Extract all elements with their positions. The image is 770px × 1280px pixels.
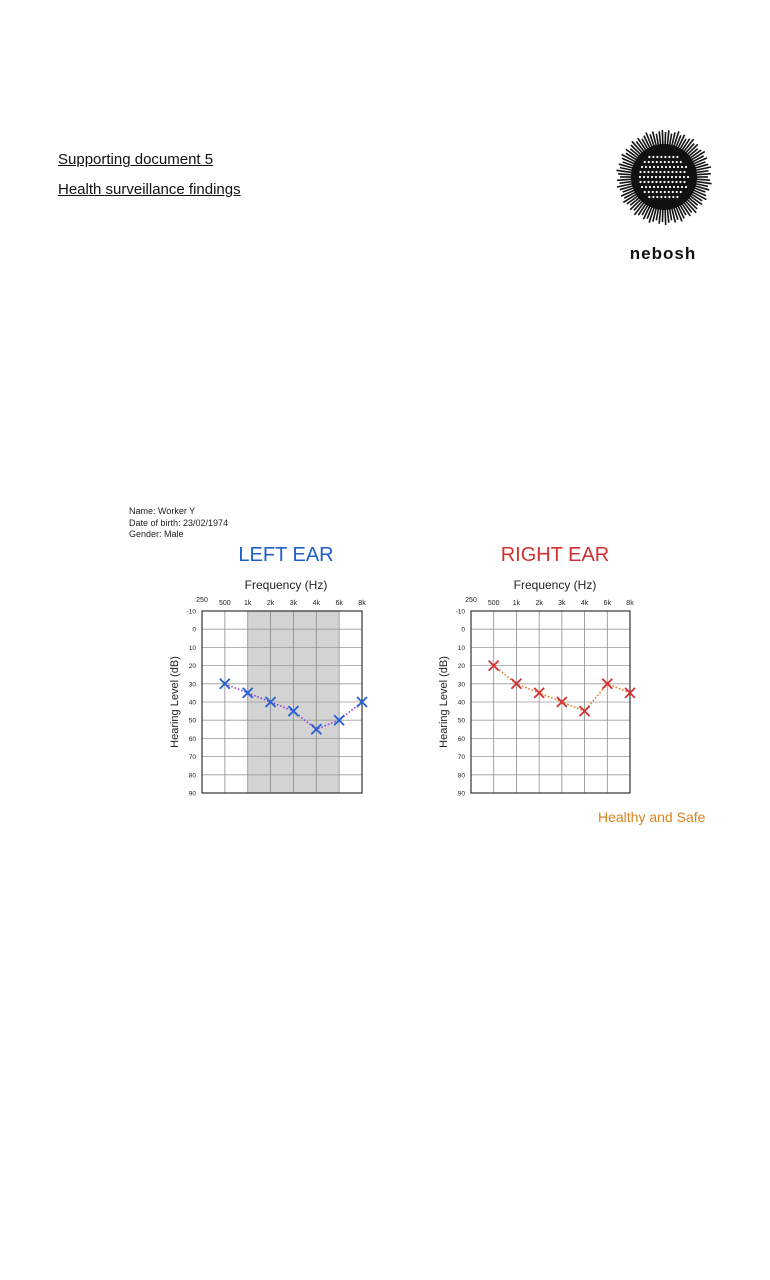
worker-gender: Gender: Male bbox=[129, 529, 184, 539]
x-tick-label: 250 bbox=[465, 597, 477, 604]
x-tick-label: 6k bbox=[603, 600, 611, 607]
y-tick-label: 70 bbox=[457, 754, 465, 762]
y-tick-label: 80 bbox=[188, 772, 196, 780]
x-tick-label: 250 bbox=[196, 597, 208, 604]
x-tick-label: 1k bbox=[244, 600, 252, 607]
y-tick-label: 70 bbox=[188, 754, 196, 762]
y-tick-label: 40 bbox=[188, 699, 196, 707]
audiogram-charts bbox=[0, 535, 770, 805]
x-tick-label: 2k bbox=[535, 600, 543, 607]
x-tick-label: 4k bbox=[312, 600, 320, 607]
worker-dob: Date of birth: 23/02/1974 bbox=[129, 517, 229, 528]
left-ear-chart bbox=[169, 544, 367, 798]
chart-title: LEFT EAR bbox=[238, 544, 334, 566]
y-tick-label: 60 bbox=[457, 735, 465, 743]
x-axis-label: Frequency (Hz) bbox=[513, 578, 597, 592]
y-tick-label: -10 bbox=[455, 608, 465, 616]
x-tick-label: 2k bbox=[266, 600, 275, 607]
y-tick-label: -10 bbox=[186, 608, 196, 616]
y-axis-label: Hearing Level (dB) bbox=[169, 656, 181, 748]
y-tick-label: 40 bbox=[457, 699, 465, 707]
y-tick-label: 30 bbox=[457, 681, 465, 689]
x-tick-label: 6k bbox=[335, 600, 343, 607]
x-tick-label: 3k bbox=[558, 600, 566, 607]
document-title-heading: Health surveillance findings bbox=[58, 181, 241, 198]
y-tick-label: 30 bbox=[188, 681, 196, 689]
logo-wordmark: nebosh bbox=[629, 244, 697, 263]
x-tick-label: 500 bbox=[487, 600, 500, 607]
y-tick-label: 10 bbox=[188, 644, 196, 652]
y-tick-label: 80 bbox=[457, 772, 465, 780]
x-tick-label: 8k bbox=[626, 600, 634, 607]
x-tick-label: 1k bbox=[512, 600, 521, 607]
x-axis-label: Frequency (Hz) bbox=[244, 578, 328, 592]
y-axis-label: Hearing Level (dB) bbox=[438, 656, 450, 748]
y-tick-label: 90 bbox=[457, 790, 465, 798]
x-tick-label: 4k bbox=[580, 600, 589, 607]
y-tick-label: 0 bbox=[461, 626, 465, 634]
y-tick-label: 50 bbox=[457, 717, 465, 725]
y-tick-label: 50 bbox=[188, 717, 196, 725]
right-ear-chart bbox=[438, 544, 635, 798]
chart-title: RIGHT EAR bbox=[500, 544, 610, 566]
grid bbox=[471, 611, 630, 793]
y-tick-label: 10 bbox=[457, 644, 465, 652]
y-tick-label: 60 bbox=[188, 735, 196, 743]
worker-name: Name: Worker Y bbox=[129, 506, 196, 516]
x-tick-label: 3k bbox=[289, 600, 298, 607]
y-tick-label: 20 bbox=[188, 663, 196, 671]
document-number-heading: Supporting document 5 bbox=[58, 151, 214, 168]
y-tick-label: 20 bbox=[457, 663, 465, 671]
tagline: Healthy and Safe bbox=[598, 809, 706, 825]
y-tick-label: 90 bbox=[188, 790, 196, 798]
y-tick-label: 0 bbox=[192, 626, 196, 634]
x-tick-label: 8k bbox=[358, 600, 366, 607]
x-tick-label: 500 bbox=[219, 600, 231, 607]
